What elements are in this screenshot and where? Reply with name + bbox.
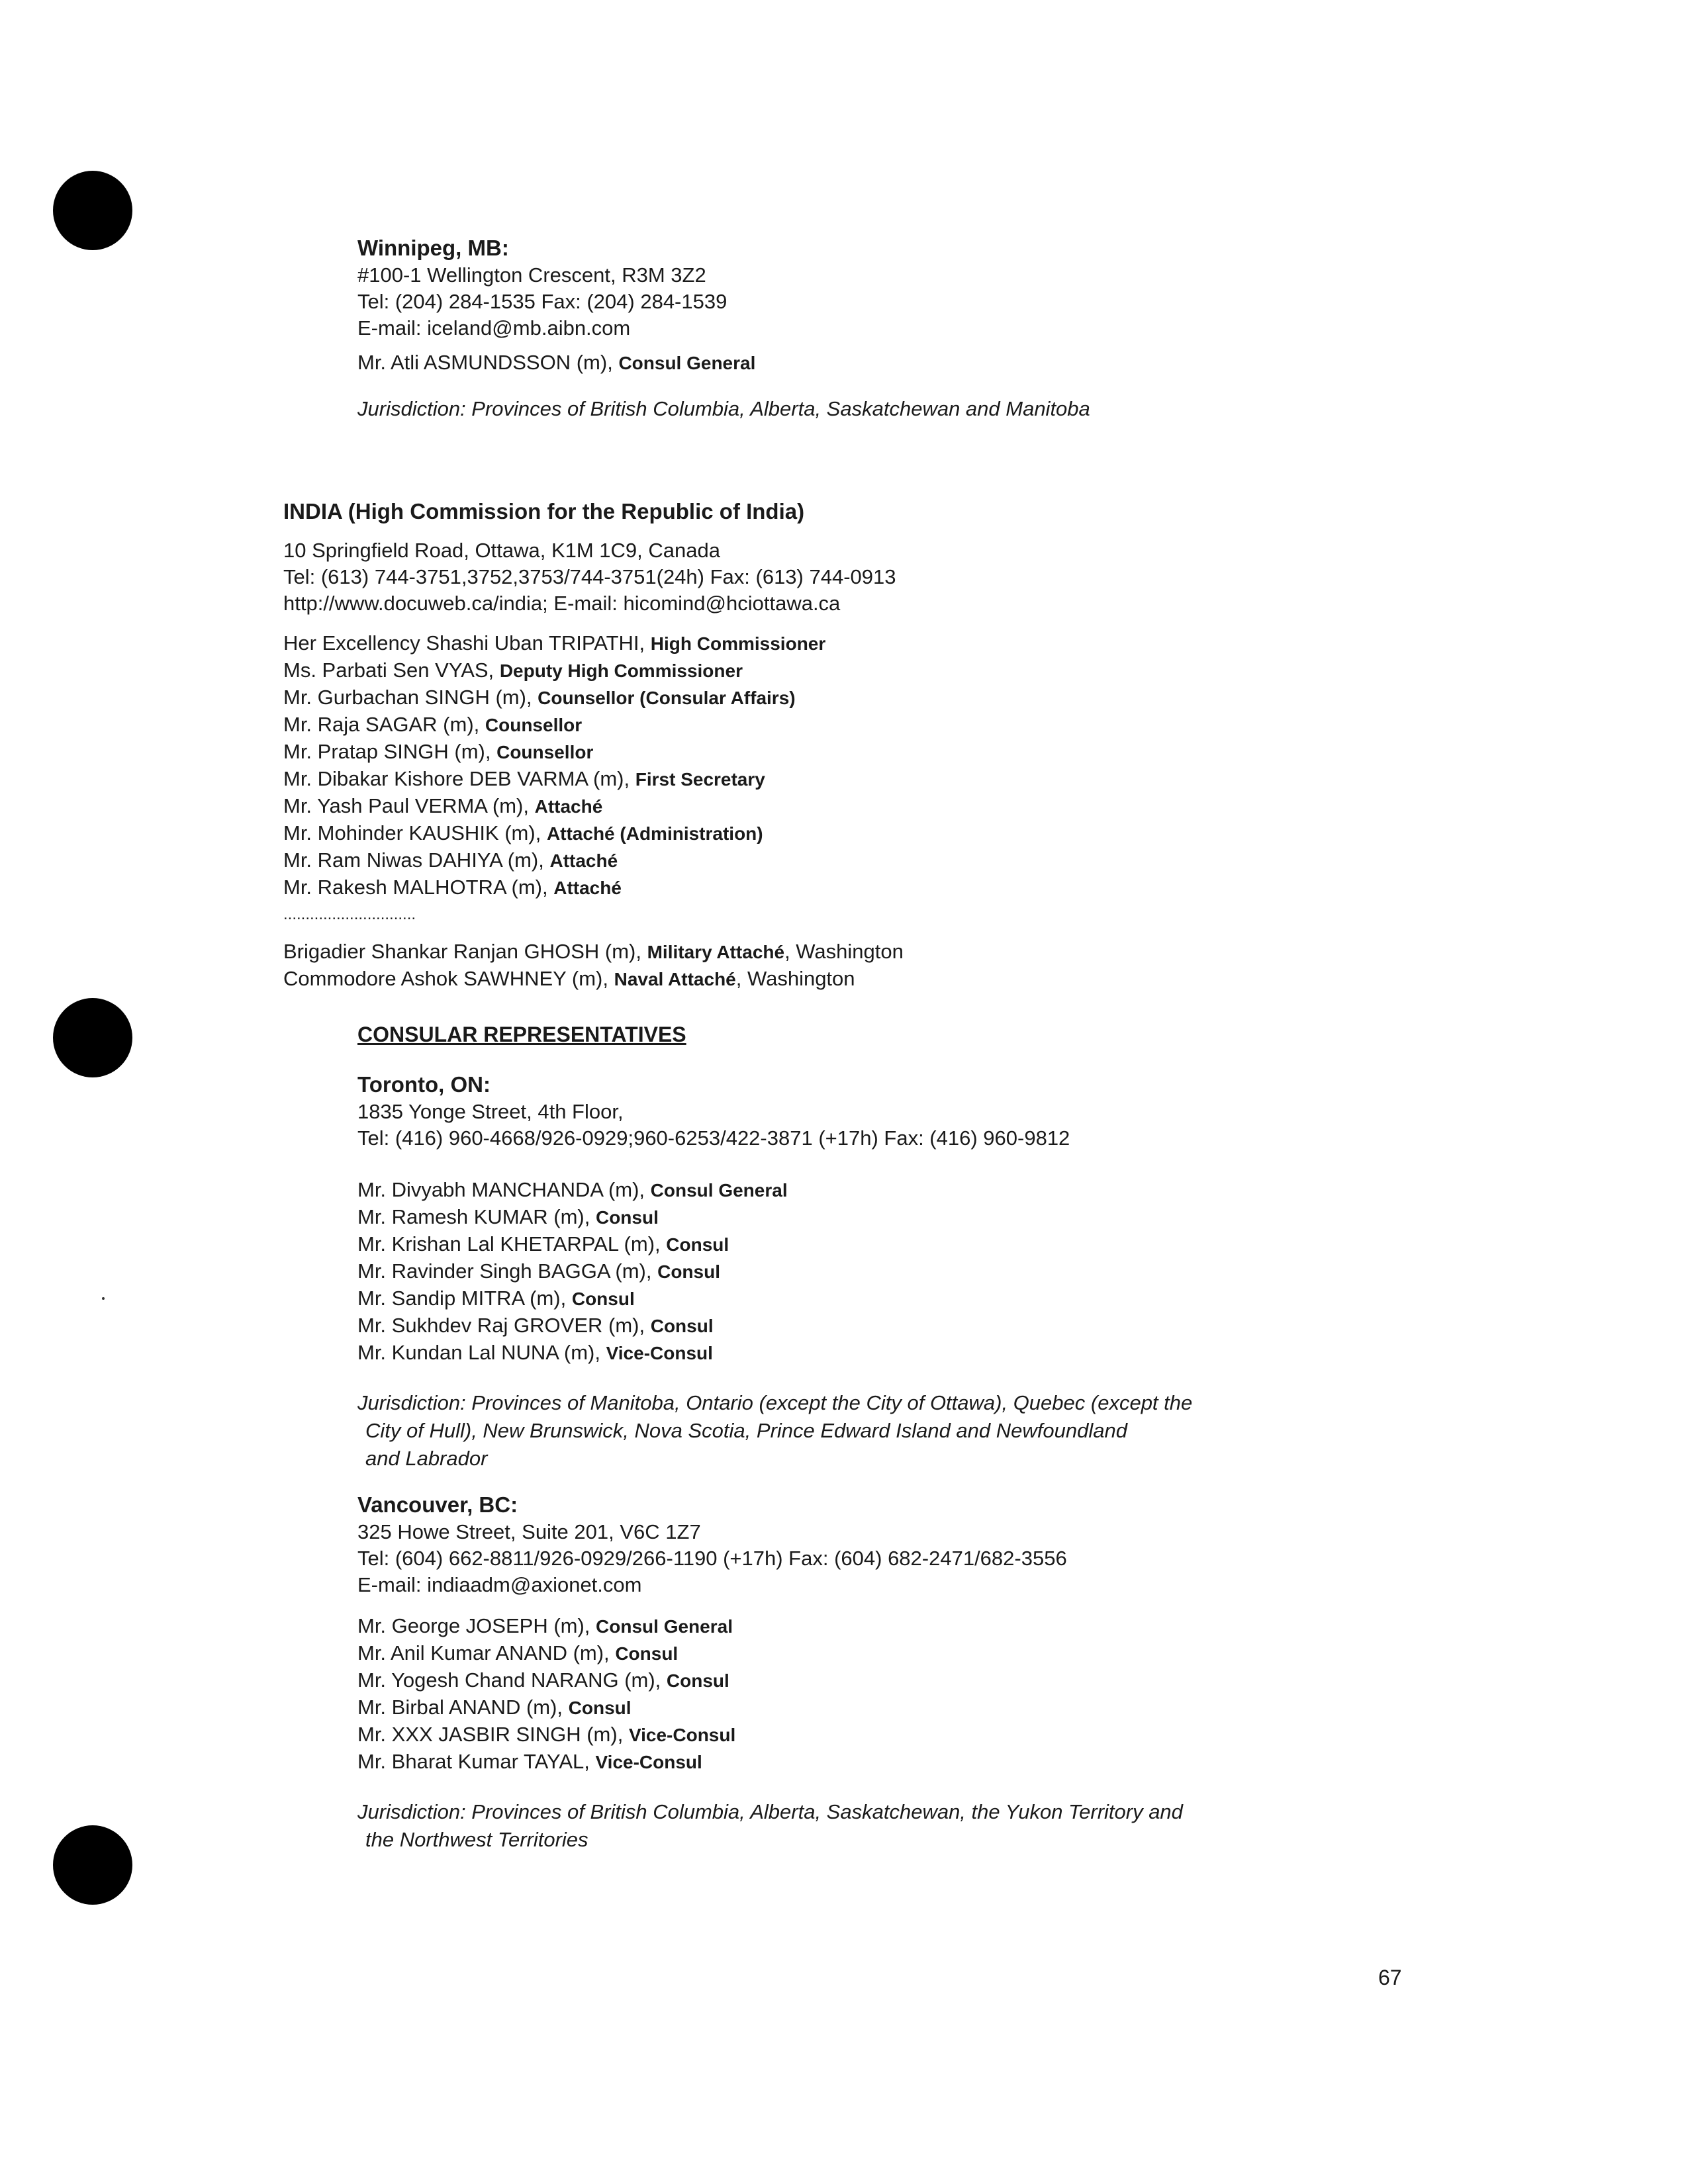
staff-line: Mr. Kundan Lal NUNA (m), Vice-Consul (357, 1341, 713, 1364)
staff-line: Mr. Dibakar Kishore DEB VARMA (m), First Secretary (283, 767, 765, 790)
toronto-heading: Toronto, ON: (357, 1072, 491, 1097)
toronto-address: 1835 Yonge Street, 4th Floor, (357, 1100, 624, 1123)
winnipeg-heading: Winnipeg, MB: (357, 236, 509, 260)
staff-line: Her Excellency Shashi Uban TRIPATHI, High Commissioner (283, 631, 826, 655)
vancouver-tel: Tel: (604) 662-8811/926-0929/266-1190 (+17h) Fax: (604) 682-2471/682-3556 (357, 1547, 1067, 1570)
vancouver-section (357, 1491, 1192, 1854)
vancouver-heading: Vancouver, BC: (357, 1492, 518, 1517)
winnipeg-email: E-mail: iceland@mb.aibn.com (357, 316, 631, 340)
india-tel: Tel: (613) 744-3751,3752,3753/744-3751(24h) Fax: (613) 744-0913 (283, 565, 896, 588)
toronto-jurisdiction-line: Jurisdiction: Provinces of Manitoba, Ontario (except the City of Ottawa), Quebec (except the (357, 1391, 1193, 1414)
consular-section (357, 1021, 1192, 1854)
consular-heading: CONSULAR REPRESENTATIVES (357, 1023, 686, 1046)
winnipeg-jurisdiction: Jurisdiction: Provinces of British Columbia, Alberta, Saskatchewan and Manitoba (357, 397, 1090, 420)
dotted-separator: .............................. (283, 905, 416, 923)
punch-hole-middle (53, 998, 132, 1077)
toronto-section (357, 1071, 1192, 1473)
vancouver-email: E-mail: indiaadm@axionet.com (357, 1573, 642, 1596)
staff-line: Mr. Bharat Kumar TAYAL, Vice-Consul (357, 1750, 702, 1773)
staff-line: Mr. Pratap SINGH (m), Counsellor (283, 740, 594, 763)
scan-speck (102, 1297, 105, 1300)
staff-line: Mr. Ramesh KUMAR (m), Consul (357, 1205, 659, 1228)
punch-hole-bottom (53, 1825, 132, 1905)
page-number: 67 (1378, 1966, 1402, 1989)
toronto-tel: Tel: (416) 960-4668/926-0929;960-6253/422-3871 (+17h) Fax: (416) 960-9812 (357, 1126, 1070, 1150)
staff-line: Mr. Mohinder KAUSHIK (m), Attaché (Administration) (283, 821, 763, 844)
india-address: 10 Springfield Road, Ottawa, K1M 1C9, Canada (283, 539, 720, 562)
staff-line: Mr. Anil Kumar ANAND (m), Consul (357, 1641, 679, 1664)
staff-line: Mr. Divyabh MANCHANDA (m), Consul General (357, 1178, 788, 1201)
staff-line: Mr. Ravinder Singh BAGGA (m), Consul (357, 1259, 720, 1283)
attache-line: Commodore Ashok SAWHNEY (m), Naval Attaché, Washington (283, 967, 855, 990)
punch-hole-top (53, 171, 132, 250)
india-web: http://www.docuweb.ca/india; E-mail: hicomind@hciottawa.ca (283, 592, 841, 615)
staff-line: Mr. George JOSEPH (m), Consul General (357, 1614, 733, 1637)
staff-line: Mr. Yash Paul VERMA (m), Attaché (283, 794, 603, 817)
staff-line: Mr. Raja SAGAR (m), Counsellor (283, 713, 583, 736)
winnipeg-address: #100-1 Wellington Crescent, R3M 3Z2 (357, 263, 706, 287)
vancouver-address: 325 Howe Street, Suite 201, V6C 1Z7 (357, 1520, 701, 1543)
staff-line: Mr. Yogesh Chand NARANG (m), Consul (357, 1668, 729, 1692)
staff-line: Mr. Birbal ANAND (m), Consul (357, 1696, 632, 1719)
staff-line: Mr. XXX JASBIR SINGH (m), Vice-Consul (357, 1723, 736, 1746)
toronto-jurisdiction-line: and Labrador (365, 1447, 488, 1470)
vancouver-jurisdiction-line: the Northwest Territories (365, 1828, 588, 1851)
staff-line: Ms. Parbati Sen VYAS, Deputy High Commissioner (283, 659, 743, 682)
india-heading: INDIA (High Commission for the Republic of India) (283, 499, 805, 523)
staff-line: Mr. Atli ASMUNDSSON (m), Consul General (357, 351, 756, 374)
india-section (283, 498, 904, 993)
staff-line: Mr. Gurbachan SINGH (m), Counsellor (Consular Affairs) (283, 686, 796, 709)
attache-line: Brigadier Shankar Ranjan GHOSH (m), Military Attaché, Washington (283, 940, 904, 963)
staff-line: Mr. Krishan Lal KHETARPAL (m), Consul (357, 1232, 729, 1255)
vancouver-jurisdiction-line: Jurisdiction: Provinces of British Columbia, Alberta, Saskatchewan, the Yukon Territory and (357, 1800, 1183, 1823)
staff-line: Mr. Rakesh MALHOTRA (m), Attaché (283, 876, 622, 899)
winnipeg-tel: Tel: (204) 284-1535 Fax: (204) 284-1539 (357, 290, 727, 313)
staff-line: Mr. Ram Niwas DAHIYA (m), Attaché (283, 848, 618, 872)
staff-line: Mr. Sukhdev Raj GROVER (m), Consul (357, 1314, 714, 1337)
staff-line: Mr. Sandip MITRA (m), Consul (357, 1287, 635, 1310)
toronto-jurisdiction-line: City of Hull), New Brunswick, Nova Scotia, Prince Edward Island and Newfoundland (365, 1419, 1127, 1442)
winnipeg-section (357, 234, 1090, 423)
